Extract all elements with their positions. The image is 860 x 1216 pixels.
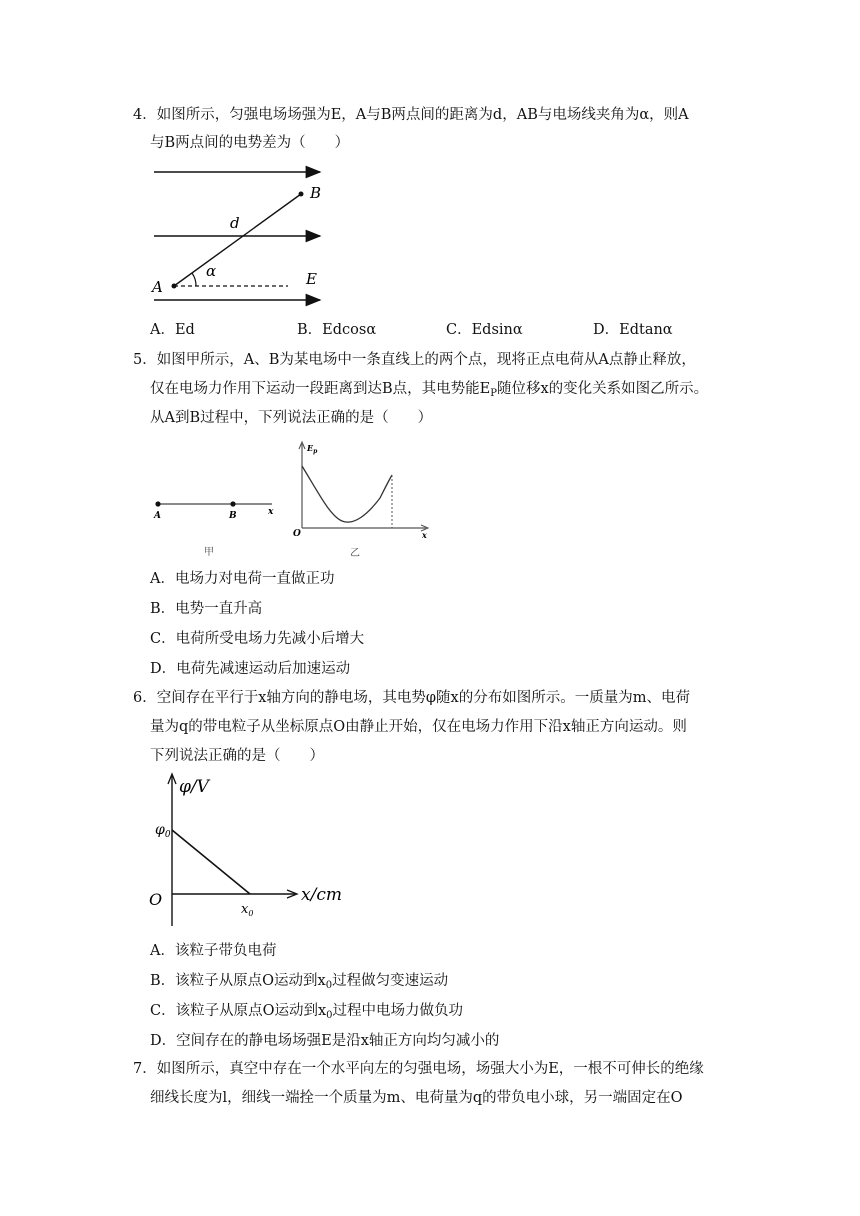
label-phi-axis: φ/V [179,777,209,797]
q4-stem-line2: 与B两点间的电势差为（ ） [150,135,350,151]
q6-option-d: D．空间存在的静电场场强E是沿x轴正方向均匀减小的 [150,1033,500,1049]
q6-option-a: A．该粒子带负电荷 [150,943,277,959]
q6-potential-figure [145,772,355,932]
q4-stem-line1: 4．如图所示，匀强电场场强为E，A与B两点间的距离为d，AB与电场线夹角为α，则A [133,107,689,123]
caption-jia: 甲 [204,547,214,558]
caption-yi: 乙 [350,548,360,559]
label-alpha: α [206,262,217,280]
q5-option-b: B．电势一直升高 [150,601,263,617]
q5-stem-line2: 仅在电场力作用下运动一段距离到达B点，其电势能$E_P$随位移x的变化关系如图乙所示。 [150,381,709,399]
q7-stem-line1: 7．如图所示，真空中存在一个水平向左的匀强电场，场强大小为E，一根不可伸长的绝缘 [133,1061,704,1077]
label-ep: $E_p$ [307,443,318,455]
label-phi0: $\varphi_0$ [155,822,171,840]
label-x0: $x_0$ [241,902,254,918]
q7-stem-line2: 细线长度为l，细线一端拴一个质量为m、电荷量为q的带负电小球，另一端固定在O [150,1090,683,1106]
q4-field-figure [150,160,340,310]
label-x: x [422,530,427,540]
q6-stem-line3: 下列说法正确的是（ ） [150,748,324,764]
q4-option-d: D．Edtanα [593,322,673,338]
q4-option-b: B．Edcosα [297,322,377,338]
label-x-axis: x/cm [301,885,342,905]
q6-stem-line1: 6．空间存在平行于x轴方向的静电场，其电势φ随x的分布如图所示。一质量为m、电荷 [133,690,690,706]
q6-stem-line2: 量为q的带电粒子从坐标原点O由静止开始，仅在电场力作用下沿x轴正方向运动。则 [150,719,687,735]
q6-option-c: C．该粒子从原点O运动到$x_0$过程中电场力做负功 [150,1003,464,1021]
q5-figure-yi [290,440,435,565]
point-b [230,501,235,506]
point-a [172,284,177,289]
angle-arc [192,273,196,286]
label-a: A [154,511,161,521]
label-a: A [152,278,163,296]
q4-option-c: C．Edsinα [446,322,523,338]
q5-figure-jia [150,490,280,560]
point-a [155,501,160,506]
q4-option-a: A．Ed [150,322,195,338]
ep-curve [302,466,392,522]
label-d: d [230,214,240,232]
point-b [299,192,304,197]
phi-line [172,830,250,894]
label-origin: O [149,890,163,909]
label-b: B [310,184,322,202]
q6-option-b: B．该粒子从原点O运动到$x_0$过程做匀变速运动 [150,973,449,991]
segment-ab [174,194,301,286]
label-origin: O [293,529,301,539]
label-b: B [229,511,237,521]
q5-option-d: D．电荷先减速运动后加速运动 [150,661,351,677]
q5-stem-line1: 5．如图甲所示，A、B为某电场中一条直线上的两个点，现将正点电荷从A点静止释放， [133,352,696,368]
q5-option-c: C．电荷所受电场力先减小后增大 [150,631,365,647]
q5-option-a: A．电场力对电荷一直做正功 [150,571,335,587]
q5-stem-line3: 从A到B过程中，下列说法正确的是（ ） [150,410,433,426]
label-e: E [306,270,317,288]
label-x: x [268,507,274,517]
